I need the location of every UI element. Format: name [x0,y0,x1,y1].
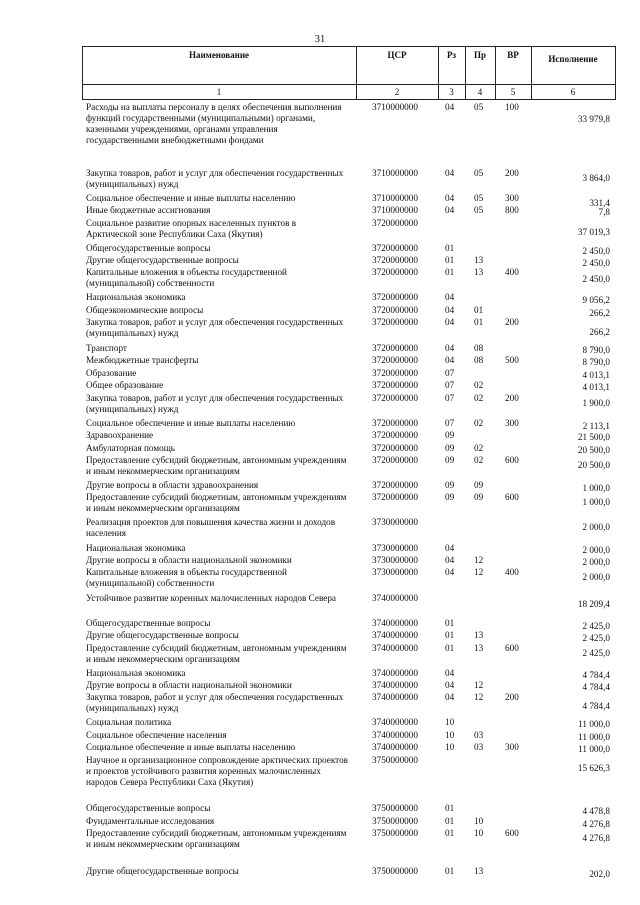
row-name: Образование [86,368,137,378]
row-csr: 3720000000 [372,455,418,465]
row-rz: 07 [445,380,455,390]
row-amount: 33 979,8 [577,114,610,124]
row-rz: 04 [445,205,455,215]
row-amount: 2 113,1 [582,421,610,431]
row-csr: 3730000000 [372,555,418,565]
row-pr: 08 [474,355,484,365]
row-rz: 07 [445,393,455,403]
row-rz: 04 [445,567,455,577]
row-rz: 01 [445,643,455,653]
row-pr: 10 [474,828,484,838]
row-pr: 09 [474,492,484,502]
row-pr: 05 [474,205,484,215]
row-amount: 8 790,0 [582,357,610,367]
row-pr: 13 [474,866,484,876]
row-pr: 05 [474,168,484,178]
row-rz: 10 [445,717,455,727]
row-rz: 07 [445,368,455,378]
row-amount: 2 425,0 [582,621,610,631]
row-name: Другие вопросы в области национальной экономики [86,680,292,690]
row-csr: 3720000000 [372,218,418,228]
row-pr: 02 [474,455,484,465]
row-rz: 09 [445,455,455,465]
row-rz: 04 [445,292,455,302]
header-name: Наименование [189,50,249,60]
row-name: Социальное развитие опорных населенных пунктов в Арктической зоне Республики Саха (Якутия) [86,218,297,239]
row-rz: 07 [445,418,455,428]
row-pr: 05 [474,193,484,203]
row-name: Другие общегосударственные вопросы [86,866,239,876]
row-csr: 3740000000 [372,680,418,690]
row-name: Общее образование [86,380,164,390]
row-rz: 04 [445,692,455,702]
row-csr: 3730000000 [372,517,418,527]
row-csr: 3720000000 [372,492,418,502]
row-csr: 3750000000 [372,866,418,876]
row-rz: 01 [445,828,455,838]
row-vr: 200 [505,317,519,327]
row-amount: 2 000,0 [582,545,610,555]
row-csr: 3720000000 [372,343,418,353]
row-name: Иные бюджетные ассигнования [86,205,211,215]
row-amount: 1 900,0 [582,398,610,408]
row-vr: 300 [505,418,519,428]
row-rz: 04 [445,543,455,553]
row-name: Другие вопросы в области здравоохранения [86,480,259,490]
column-number: 4 [477,87,483,97]
row-rz: 09 [445,480,455,490]
row-name: Транспорт [86,343,127,353]
row-name: Национальная экономика [86,668,186,678]
row-vr: 200 [505,393,519,403]
row-csr: 3740000000 [372,593,418,603]
row-csr: 3720000000 [372,267,418,277]
row-amount: 4 013,1 [582,370,610,380]
row-amount: 4 276,8 [582,819,610,829]
row-name: Закупка товаров, работ и услуг для обеспечения государственных (муниципальных) нужд [86,692,344,713]
row-csr: 3750000000 [372,755,418,765]
row-name: Социальное обеспечение и иные выплаты населению [86,418,296,428]
row-vr: 600 [505,643,519,653]
row-amount: 9 056,2 [582,295,610,305]
row-pr: 05 [474,102,484,112]
row-csr: 3730000000 [372,543,418,553]
row-rz: 04 [445,668,455,678]
row-name: Капитальные вложения в объекты государственной (муниципальной) собственности [86,267,287,288]
row-name: Общегосударственные вопросы [86,803,211,813]
row-amount: 202,0 [589,869,610,879]
row-vr: 600 [505,455,519,465]
row-csr: 3720000000 [372,355,418,365]
row-pr: 03 [474,742,484,752]
row-amount: 11 000,0 [578,744,610,754]
row-name: Социальное обеспечение и иные выплаты населению [86,193,296,203]
row-rz: 01 [445,816,455,826]
row-pr: 13 [474,643,484,653]
row-rz: 09 [445,430,455,440]
row-csr: 3720000000 [372,430,418,440]
row-rz: 04 [445,355,455,365]
row-name: Предоставление субсидий бюджетным, автономным учреждениям и иным некоммерческим организациям [86,643,347,664]
row-csr: 3720000000 [372,368,418,378]
row-rz: 10 [445,730,455,740]
row-csr: 3710000000 [372,193,418,203]
row-csr: 3720000000 [372,393,418,403]
row-name: Предоставление субсидий бюджетным, автономным учреждениям и иным некоммерческим организациям [86,455,347,476]
row-name: Закупка товаров, работ и услуг для обеспечения государственных (муниципальных) нужд [86,317,344,338]
row-vr: 600 [505,492,519,502]
row-amount: 4 013,1 [582,382,610,392]
row-vr: 200 [505,692,519,702]
row-amount: 11 000,0 [578,719,610,729]
row-rz: 04 [445,305,455,315]
row-rz: 01 [445,866,455,876]
row-amount: 18 209,4 [577,599,610,609]
row-amount: 20 500,0 [577,445,610,455]
row-rz: 01 [445,267,455,277]
column-number: 2 [394,87,400,97]
page-number: 31 [314,34,326,45]
row-rz: 01 [445,618,455,628]
row-pr: 01 [474,317,484,327]
row-name: Национальная экономика [86,292,186,302]
header-amount: Исполнение [548,54,598,64]
row-amount: 3 864,0 [582,173,610,183]
row-csr: 3740000000 [372,643,418,653]
row-amount: 11 000,0 [578,732,610,742]
row-name: Другие общегосударственные вопросы [86,255,239,265]
row-pr: 13 [474,267,484,277]
row-amount: 266,2 [589,308,610,318]
row-name: Капитальные вложения в объекты государственной (муниципальной) собственности [86,567,287,588]
row-csr: 3710000000 [372,102,418,112]
row-amount: 21 500,0 [577,432,610,442]
row-csr: 3740000000 [372,618,418,628]
row-amount: 4 784,4 [582,701,610,711]
row-rz: 01 [445,803,455,813]
row-pr: 03 [474,730,484,740]
column-number: 6 [570,87,576,97]
row-csr: 3740000000 [372,730,418,740]
row-pr: 12 [474,567,484,577]
row-amount: 4 784,4 [582,682,610,692]
row-csr: 3750000000 [372,816,418,826]
row-amount: 1 000,0 [582,497,610,507]
row-rz: 04 [445,680,455,690]
row-name: Научное и организационное сопровождение арктических проектов и проектов устойчивого развития коренных малочисленных народов Севера Республики Саха (Якутия) [86,755,348,787]
row-vr: 500 [505,355,519,365]
row-vr: 400 [505,267,519,277]
row-amount: 4 276,8 [582,833,610,843]
row-name: Здравоохранение [86,430,154,440]
row-csr: 3740000000 [372,630,418,640]
row-name: Социальная политика [86,717,172,727]
row-rz: 10 [445,742,455,752]
row-pr: 08 [474,343,484,353]
row-name: Социальное обеспечение населения [86,730,227,740]
row-amount: 4 784,4 [582,670,610,680]
row-rz: 01 [445,630,455,640]
row-csr: 3720000000 [372,243,418,253]
row-vr: 100 [505,102,519,112]
row-pr: 02 [474,380,484,390]
row-rz: 04 [445,102,455,112]
row-csr: 3750000000 [372,803,418,813]
row-amount: 2 000,0 [582,522,610,532]
row-amount: 2 450,0 [582,246,610,256]
row-name: Предоставление субсидий бюджетным, автономным учреждениям и иным некоммерческим организациям [86,828,347,849]
row-pr: 10 [474,816,484,826]
row-pr: 13 [474,630,484,640]
row-vr: 300 [505,742,519,752]
row-csr: 3720000000 [372,480,418,490]
row-vr: 800 [505,205,519,215]
row-pr: 12 [474,680,484,690]
row-csr: 3720000000 [372,317,418,327]
row-vr: 300 [505,193,519,203]
row-amount: 20 500,0 [577,460,610,470]
row-csr: 3720000000 [372,443,418,453]
row-csr: 3710000000 [372,168,418,178]
row-amount: 2 450,0 [582,258,610,268]
row-rz: 04 [445,193,455,203]
row-amount: 4 478,8 [582,806,610,816]
row-rz: 04 [445,317,455,327]
row-pr: 09 [474,480,484,490]
row-csr: 3740000000 [372,668,418,678]
row-pr: 12 [474,692,484,702]
row-amount: 2 000,0 [582,572,610,582]
row-name: Другие вопросы в области национальной экономики [86,555,292,565]
row-amount: 1 000,0 [582,483,610,493]
row-csr: 3720000000 [372,255,418,265]
header-pr: Пр [473,50,486,60]
row-pr: 12 [474,555,484,565]
row-csr: 3720000000 [372,292,418,302]
row-csr: 3750000000 [372,828,418,838]
row-csr: 3730000000 [372,567,418,577]
row-amount: 331,4 [589,198,610,208]
row-csr: 3740000000 [372,717,418,727]
row-rz: 04 [445,343,455,353]
row-vr: 600 [505,828,519,838]
row-amount: 7,8 [598,207,610,217]
row-name: Закупка товаров, работ и услуг для обеспечения государственных (муниципальных) нужд [86,168,344,189]
row-rz: 01 [445,255,455,265]
row-rz: 09 [445,443,455,453]
row-rz: 04 [445,168,455,178]
row-amount: 37 019,3 [577,227,610,237]
column-number: 1 [216,87,222,97]
row-name: Закупка товаров, работ и услуг для обеспечения государственных (муниципальных) нужд [86,393,344,414]
row-pr: 02 [474,393,484,403]
header-rz: Рз [446,50,457,60]
row-pr: 02 [474,418,484,428]
row-name: Общегосударственные вопросы [86,243,211,253]
row-amount: 15 626,3 [577,763,610,773]
row-name: Предоставление субсидий бюджетным, автономным учреждениям и иным некоммерческим организациям [86,492,347,513]
row-name: Реализация проектов для повышения качества жизни и доходов населения [86,517,336,538]
header-csr: ЦСР [387,50,407,60]
row-name: Межбюджетные трансферты [86,355,199,365]
row-name: Социальное обеспечение и иные выплаты населению [86,742,296,752]
row-name: Национальная экономика [86,543,186,553]
row-rz: 01 [445,243,455,253]
row-pr: 02 [474,443,484,453]
row-name: Расходы на выплаты персоналу в целях обеспечения выполнения функций государственными (муниципальными) органами, казенными учреждениями, органами управления государственными внебюджетными фондами [86,102,342,145]
row-amount: 2 450,0 [582,274,610,284]
row-name: Общеэкономические вопросы [86,305,204,315]
row-name: Общегосударственные вопросы [86,618,211,628]
header-vr: ВР [507,50,519,60]
row-amount: 266,2 [589,327,610,337]
row-csr: 3720000000 [372,305,418,315]
row-amount: 2 425,0 [582,648,610,658]
row-csr: 3740000000 [372,742,418,752]
row-amount: 2 425,0 [582,633,610,643]
column-number: 5 [510,87,516,97]
column-number: 3 [449,87,454,97]
row-vr: 200 [505,168,519,178]
row-rz: 09 [445,492,455,502]
row-amount: 2 000,0 [582,557,610,567]
row-csr: 3710000000 [372,205,418,215]
row-pr: 13 [474,255,484,265]
row-pr: 01 [474,305,484,315]
row-csr: 3720000000 [372,380,418,390]
row-name: Фундаментальные исследования [86,816,215,826]
row-name: Устойчивое развитие коренных малочисленных народов Севера [86,593,336,603]
row-csr: 3740000000 [372,692,418,702]
row-csr: 3720000000 [372,418,418,428]
row-vr: 400 [505,567,519,577]
row-name: Амбулаторная помощь [86,443,175,453]
row-rz: 04 [445,555,455,565]
row-name: Другие общегосударственные вопросы [86,630,239,640]
row-amount: 8 790,0 [582,345,610,355]
